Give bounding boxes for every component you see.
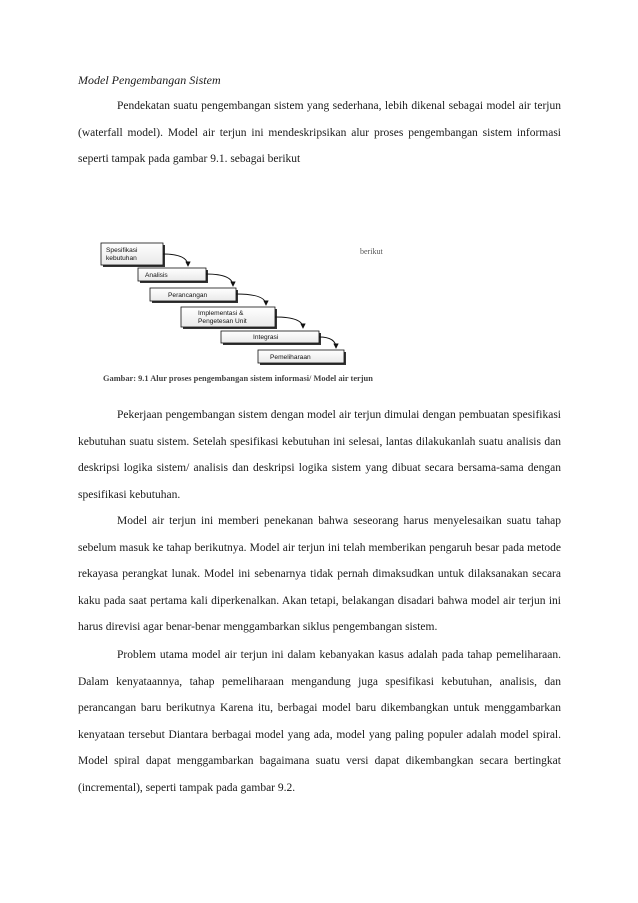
stage-box-integrasi [221, 331, 321, 345]
stage-box-implementasi [181, 307, 277, 329]
stage-box-pemeliharaan [258, 350, 346, 365]
figure-caption: Gambar: 9.1 Alur proses pengembangan sistem informasi/ Model air terjun [103, 374, 373, 383]
stage-label: kebutuhan [106, 255, 137, 262]
paragraph-intro: Pendekatan suatu pengembangan sistem yang sederhana, lebih dikenal sebagai model air terjun (waterfall model). Model air terjun ini mendeskripsikan alur proses pengembangan sistem informasi seperti tampak pada gambar 9.1. sebagai berikut [78, 100, 561, 166]
flow-arrow [236, 294, 266, 305]
stage-label: Pengetesan Unit [198, 318, 247, 325]
stage-box-analisis [138, 268, 208, 283]
waterfall-diagram [98, 240, 398, 380]
flow-arrow [275, 317, 303, 328]
stage-label: Spesifikasi [106, 247, 138, 254]
figure-overlay-text: berikut [360, 247, 383, 256]
paragraph-waterfall-emphasis: Model air terjun ini memberi penekanan bahwa seseorang harus menyelesaikan suatu tahap sebelum masuk ke tahap berikutnya. Model air terjun ini telah memberikan pengaruh besar pada metode rekayasa perangkat lunak. Model ini sebenarnya tidak pernah dimaksudkan untuk dilaksanakan secara kaku pada saat pertama kali diperkenalkan. Akan tetapi, belakangan disadari bahwa model air terjun ini harus direvisi agar benar-benar menggambarkan siklus pengembangan sistem. [78, 515, 561, 634]
paragraph-main-problem: Problem utama model air terjun ini dalam kebanyakan kasus adalah pada tahap pemeliharaan. Dalam kenyataannya, tahap pemeliharaan mengandung juga spesifikasi kebutuhan, analisis, dan perancangan baru berikutnya Karena itu, berbagai model baru dikembangkan untuk menggambarkan kenyataan tersebut Diantara berbagai model yang ada, model yang paling populer adalah model spiral. Model spiral dapat menggambarkan bagaimana suatu versi dapat dikembangkan secara bertingkat (incremental), seperti tampak pada gambar 9.2. [78, 649, 561, 794]
stage-box-spesifikasi [101, 243, 165, 267]
flow-arrow [319, 337, 336, 348]
flow-arrow [163, 254, 188, 266]
waterfall-figure [98, 240, 398, 390]
stage-label: Implementasi & [198, 310, 244, 317]
stage-label: Pemeliharaan [270, 354, 311, 361]
paragraph-waterfall-start: Pekerjaan pengembangan sistem dengan model air terjun dimulai dengan pembuatan spesifikasi kebutuhan suatu sistem. Setelah spesifikasi kebutuhan ini selesai, lantas dilakukanlah suatu analisis dan deskripsi logika sistem/ analisis dan deskripsi logika sistem yang dibuat secara bersama-sama dengan spesifikasi kebutuhan. [78, 409, 561, 501]
stage-label: Analisis [145, 272, 168, 279]
stage-label: Integrasi [253, 334, 279, 341]
stage-label: Perancangan [168, 292, 208, 299]
section-heading: Model Pengembangan Sistem [78, 73, 221, 87]
stage-box-perancangan [150, 288, 238, 303]
flow-arrow [206, 274, 233, 286]
